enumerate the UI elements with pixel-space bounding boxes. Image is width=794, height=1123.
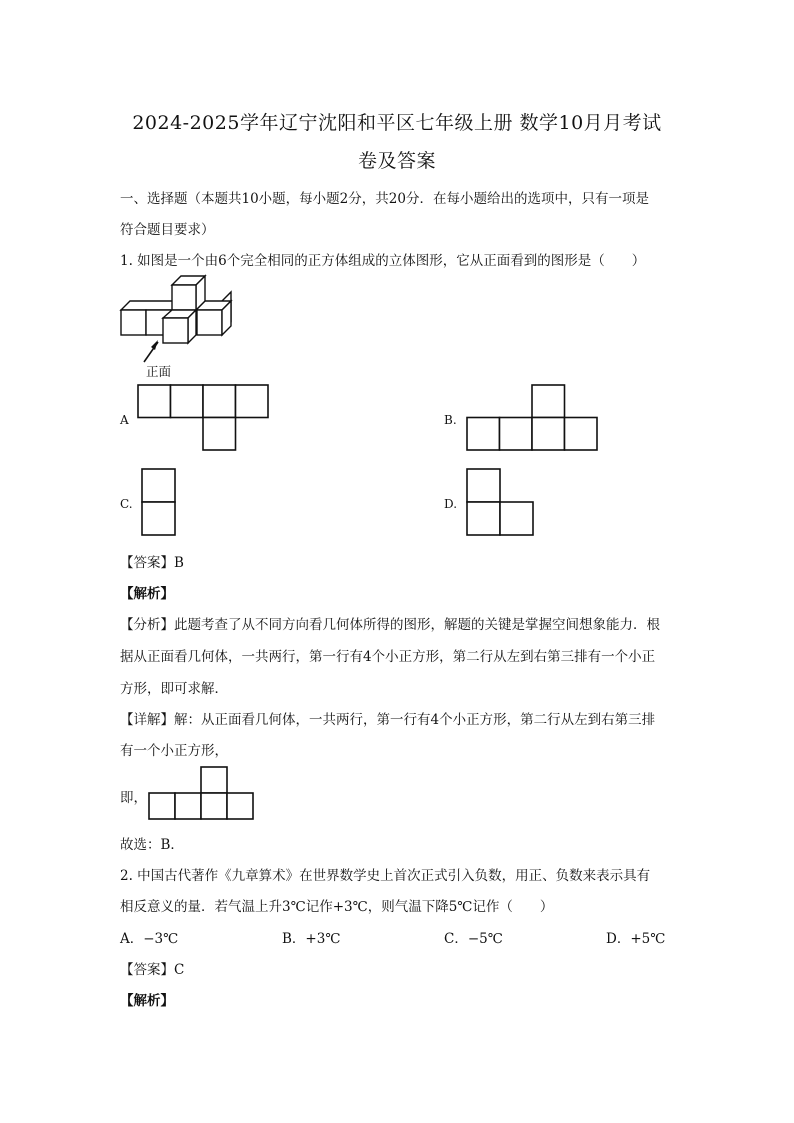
q2-option-c: C．−5℃ [444,931,503,947]
q2-answer: 【答案】C [120,962,185,978]
q2-option-a: A．−3℃ [120,931,179,947]
q2-analysis-heading: 【解析】 [120,993,174,1009]
q1-analysis-line1: 【分析】此题考查了从不同方向看几何体所得的图形，解题的关键是掌握空间想象能力．根 [120,617,660,633]
q1-analysis-line2: 据从正面看几何体，一共两行，第一行有4个小正方形，第二行从左到右第三排有一个小正 [120,649,656,665]
q1-option-b-label: B. [444,413,457,427]
q1-stem: 1. 如图是一个由6个完全相同的正方体组成的立体图形，它从正面看到的图形是（ ） [120,253,646,269]
document-title-line2: 卷及答案 [357,150,436,172]
q1-answer: 【答案】B [120,555,184,571]
q1-analysis-line3: 方形，即可求解． [120,681,228,697]
q2-option-b: B．+3℃ [282,931,341,947]
q1-choose: 故选：B． [120,837,184,853]
q1-front-label: 正面 [146,364,172,379]
q1-analysis-heading: 【解析】 [120,586,174,602]
q1-option-a-figure [137,384,269,452]
q1-detail-ji: 即， [120,790,147,806]
q1-detail-line1: 【详解】解：从正面看几何体，一共两行，第一行有4个小正方形，第二行从左到右第三排 [120,712,656,728]
q1-option-d-figure [466,468,534,536]
q1-option-a-label: A [120,413,129,427]
q1-detail-line2: 有一个小正方形， [120,743,228,759]
q2-stem-line1: 2. 中国古代著作《九章算术》在世界数学史上首次正式引入负数，用正、负数来表示具有 [120,868,651,884]
section-heading-cont: 符合题目要求） [120,222,215,238]
q1-option-c-figure [141,468,177,536]
document-title-line1: 2024-2025学年辽宁沈阳和平区七年级上册 数学10月月考试 [132,112,662,134]
q1-option-c-label: C. [120,497,133,511]
q1-option-d-label: D. [444,497,458,511]
q1-cube-figure [118,270,248,380]
q2-option-d: D．+5℃ [606,931,666,947]
q2-stem-line2: 相反意义的量．若气温上升3℃记作+3℃，则气温下降5℃记作（ ） [120,899,554,915]
q1-solution-figure [148,766,254,820]
section-heading: 一、选择题（本题共10小题，每小题2分，共20分．在每小题给出的选项中，只有一项是 [120,191,649,207]
q1-option-b-figure [466,384,598,452]
